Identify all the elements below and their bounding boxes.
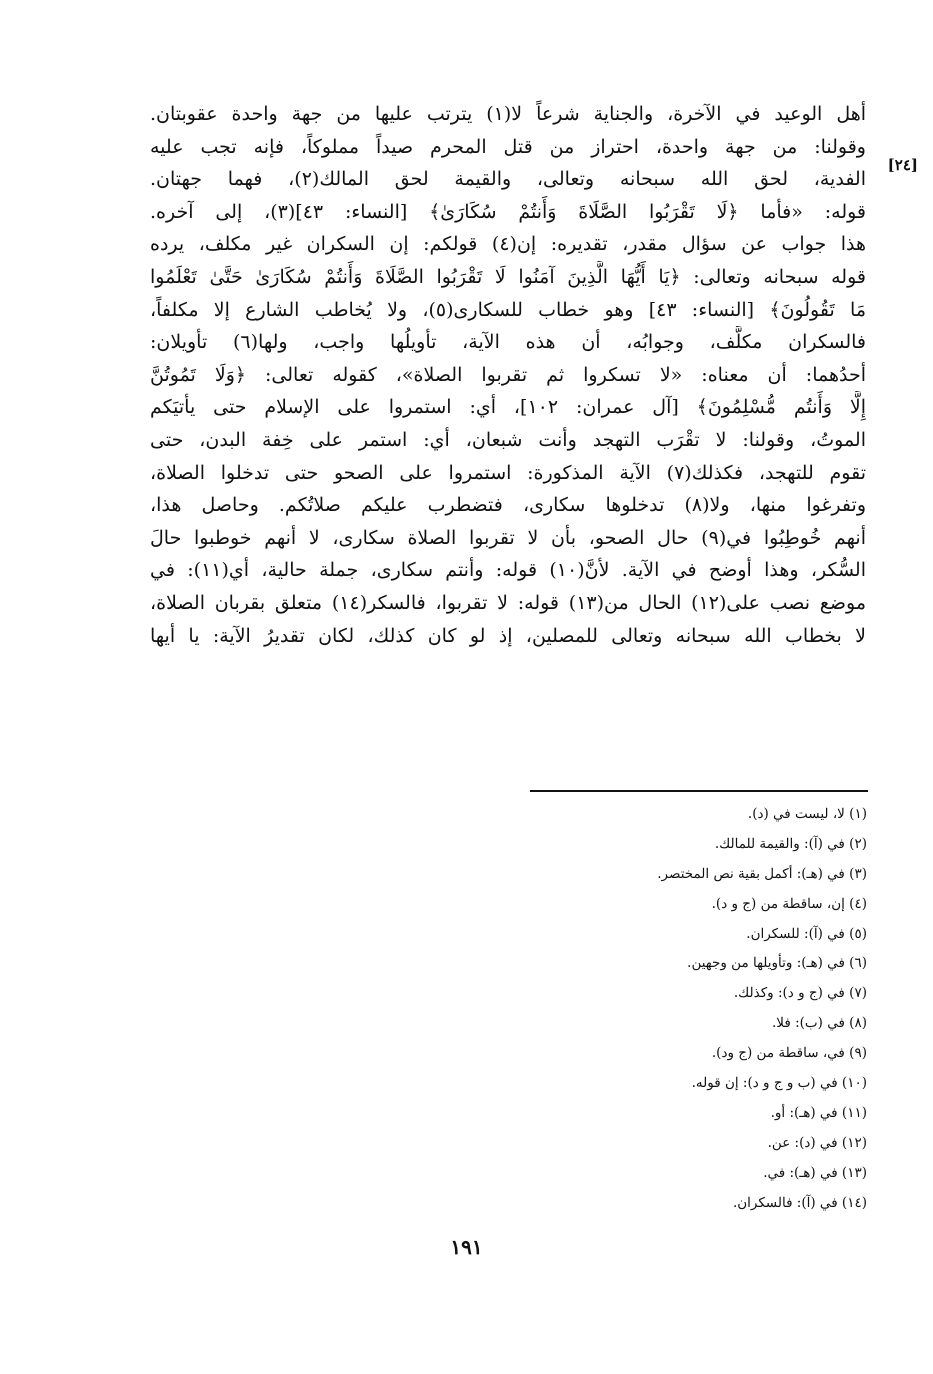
text-line: أحدُهما: أن معناه: «لا تسكروا ثم تقربوا الصلاة»، كقوله تعالى: ﴿وَلَا تَمُوتُنَّ bbox=[150, 363, 866, 386]
page-number: ١٩١ bbox=[450, 1235, 483, 1259]
footnote: (١٤) في (آ): فالسكران. bbox=[732, 1194, 867, 1211]
footnote-divider bbox=[530, 790, 868, 792]
text-line: قوله سبحانه وتعالى: ﴿يَا أَيُّهَا الَّذِينَ آمَنُوا لَا تَقْرَبُوا الصَّلَاةَ وَأَنتُمْ سُكَارَىٰ حَتَّىٰ تَعْلَمُوا bbox=[150, 265, 866, 288]
text-line: مَا تَقُولُونَ﴾ [النساء: ٤٣] وهو خطاب للسكارى(٥)، ولا يُخاطب الشارع إلا مكلفاً، bbox=[150, 298, 866, 321]
text-line: قوله: «فأما ﴿لَا تَقْرَبُوا الصَّلَاةَ وَأَنتُمْ سُكَارَىٰ﴾ [النساء: ٤٣](٣)، إلى آخره. bbox=[150, 200, 866, 223]
text-line: موضع نصب على(١٢) الحال من(١٣) قوله: لا تقربوا، فالسكر(١٤) متعلق بقربان الصلاة، bbox=[150, 591, 866, 614]
footnote: (٢) في (آ): والقيمة للمالك. bbox=[714, 835, 867, 852]
footnote: (١٠) في (ب و ج و د): إن قوله. bbox=[691, 1075, 867, 1092]
text-line: أهل الوعيد في الآخرة، والجناية شرعاً لا(١) يترتب عليها من جهة واحدة عقوبتان. bbox=[150, 103, 866, 125]
footnote: (١٢) في (د): عن. bbox=[767, 1134, 867, 1151]
text-line: لا بخطاب الله سبحانه وتعالى للمصلين، إذ لو كان كذلك، لكان تقديرُ الآية: يا أيها bbox=[150, 624, 866, 647]
footnote: (٩) في، ساقطة من (ج ود). bbox=[711, 1045, 867, 1062]
main-text bbox=[150, 98, 866, 652]
text-line: الفدية، لحق الله سبحانه وتعالى، والقيمة لحق المالك(٢)، فهما جهتان. bbox=[150, 168, 866, 191]
footnote: (١) لا، ليست في (د). bbox=[747, 806, 867, 822]
text-line: الموتُ، وقولنا: لا تقْرَب التهجد وأنت شبعان، أي: استمر على خِفة البدن، حتى bbox=[150, 428, 866, 451]
text-line: تقوم للتهجد، فكذلك(٧) الآية المذكورة: استمروا على الصحو حتى تدخلوا الصلاة، bbox=[150, 461, 866, 484]
footnote: (٤) إن، ساقطة من (ج و د). bbox=[711, 895, 867, 912]
text-line: هذا جواب عن سؤال مقدر، تقديره: إن(٤) قولكم: إن السكران غير مكلف، يرده bbox=[150, 233, 866, 256]
text-line: السُّكر، وهذا أوضح في الآية. لأنَّ(١٠) قوله: وأنتم سكارى، جملة حالية، أي(١١): في bbox=[150, 559, 866, 582]
text-line: وقولنا: من جهة واحدة، احتراز من قتل المحرم صيداً مملوكاً، فإنه تجب عليه bbox=[150, 135, 866, 158]
footnote: (٧) في (ج و د): وكذلك. bbox=[733, 985, 867, 1002]
footnote: (٨) في (ب): فلا. bbox=[772, 1015, 867, 1032]
margin-folio-marker: [٢٤] bbox=[887, 156, 918, 174]
text-line: وتفرغوا منها، ولا(٨) تدخلوها سكارى، فتضطرب عليكم صلاتُكم. وحاصل هذا، bbox=[150, 494, 866, 517]
footnotes bbox=[467, 800, 867, 1218]
footnote: (٦) في (هـ): وتأويلها من وجهين. bbox=[687, 955, 867, 972]
text-line: فالسكران مكلَّف، وجوابُه، أن هذه الآية، تأويلُها واجب، ولها(٦) تأويلان: bbox=[150, 331, 866, 354]
footnote: (٥) في (آ): للسكران. bbox=[746, 925, 867, 942]
text-line: إِلَّا وَأَنتُم مُّسْلِمُونَ﴾ [آل عمران: ١٠٢]، أي: استمروا على الإسلام حتى يأتيَكم bbox=[150, 396, 866, 419]
footnote: (١٣) في (هـ): في. bbox=[763, 1164, 867, 1181]
text-line: أنهم خُوطِبُوا في(٩) حال الصحو، بأن لا تقربوا الصلاة سكارى، لا أنهم خوطبوا حالَ bbox=[150, 526, 866, 549]
footnote: (٣) في (هـ): أكمل بقية نص المختصر. bbox=[657, 865, 867, 882]
footnote: (١١) في (هـ): أو. bbox=[770, 1104, 867, 1121]
